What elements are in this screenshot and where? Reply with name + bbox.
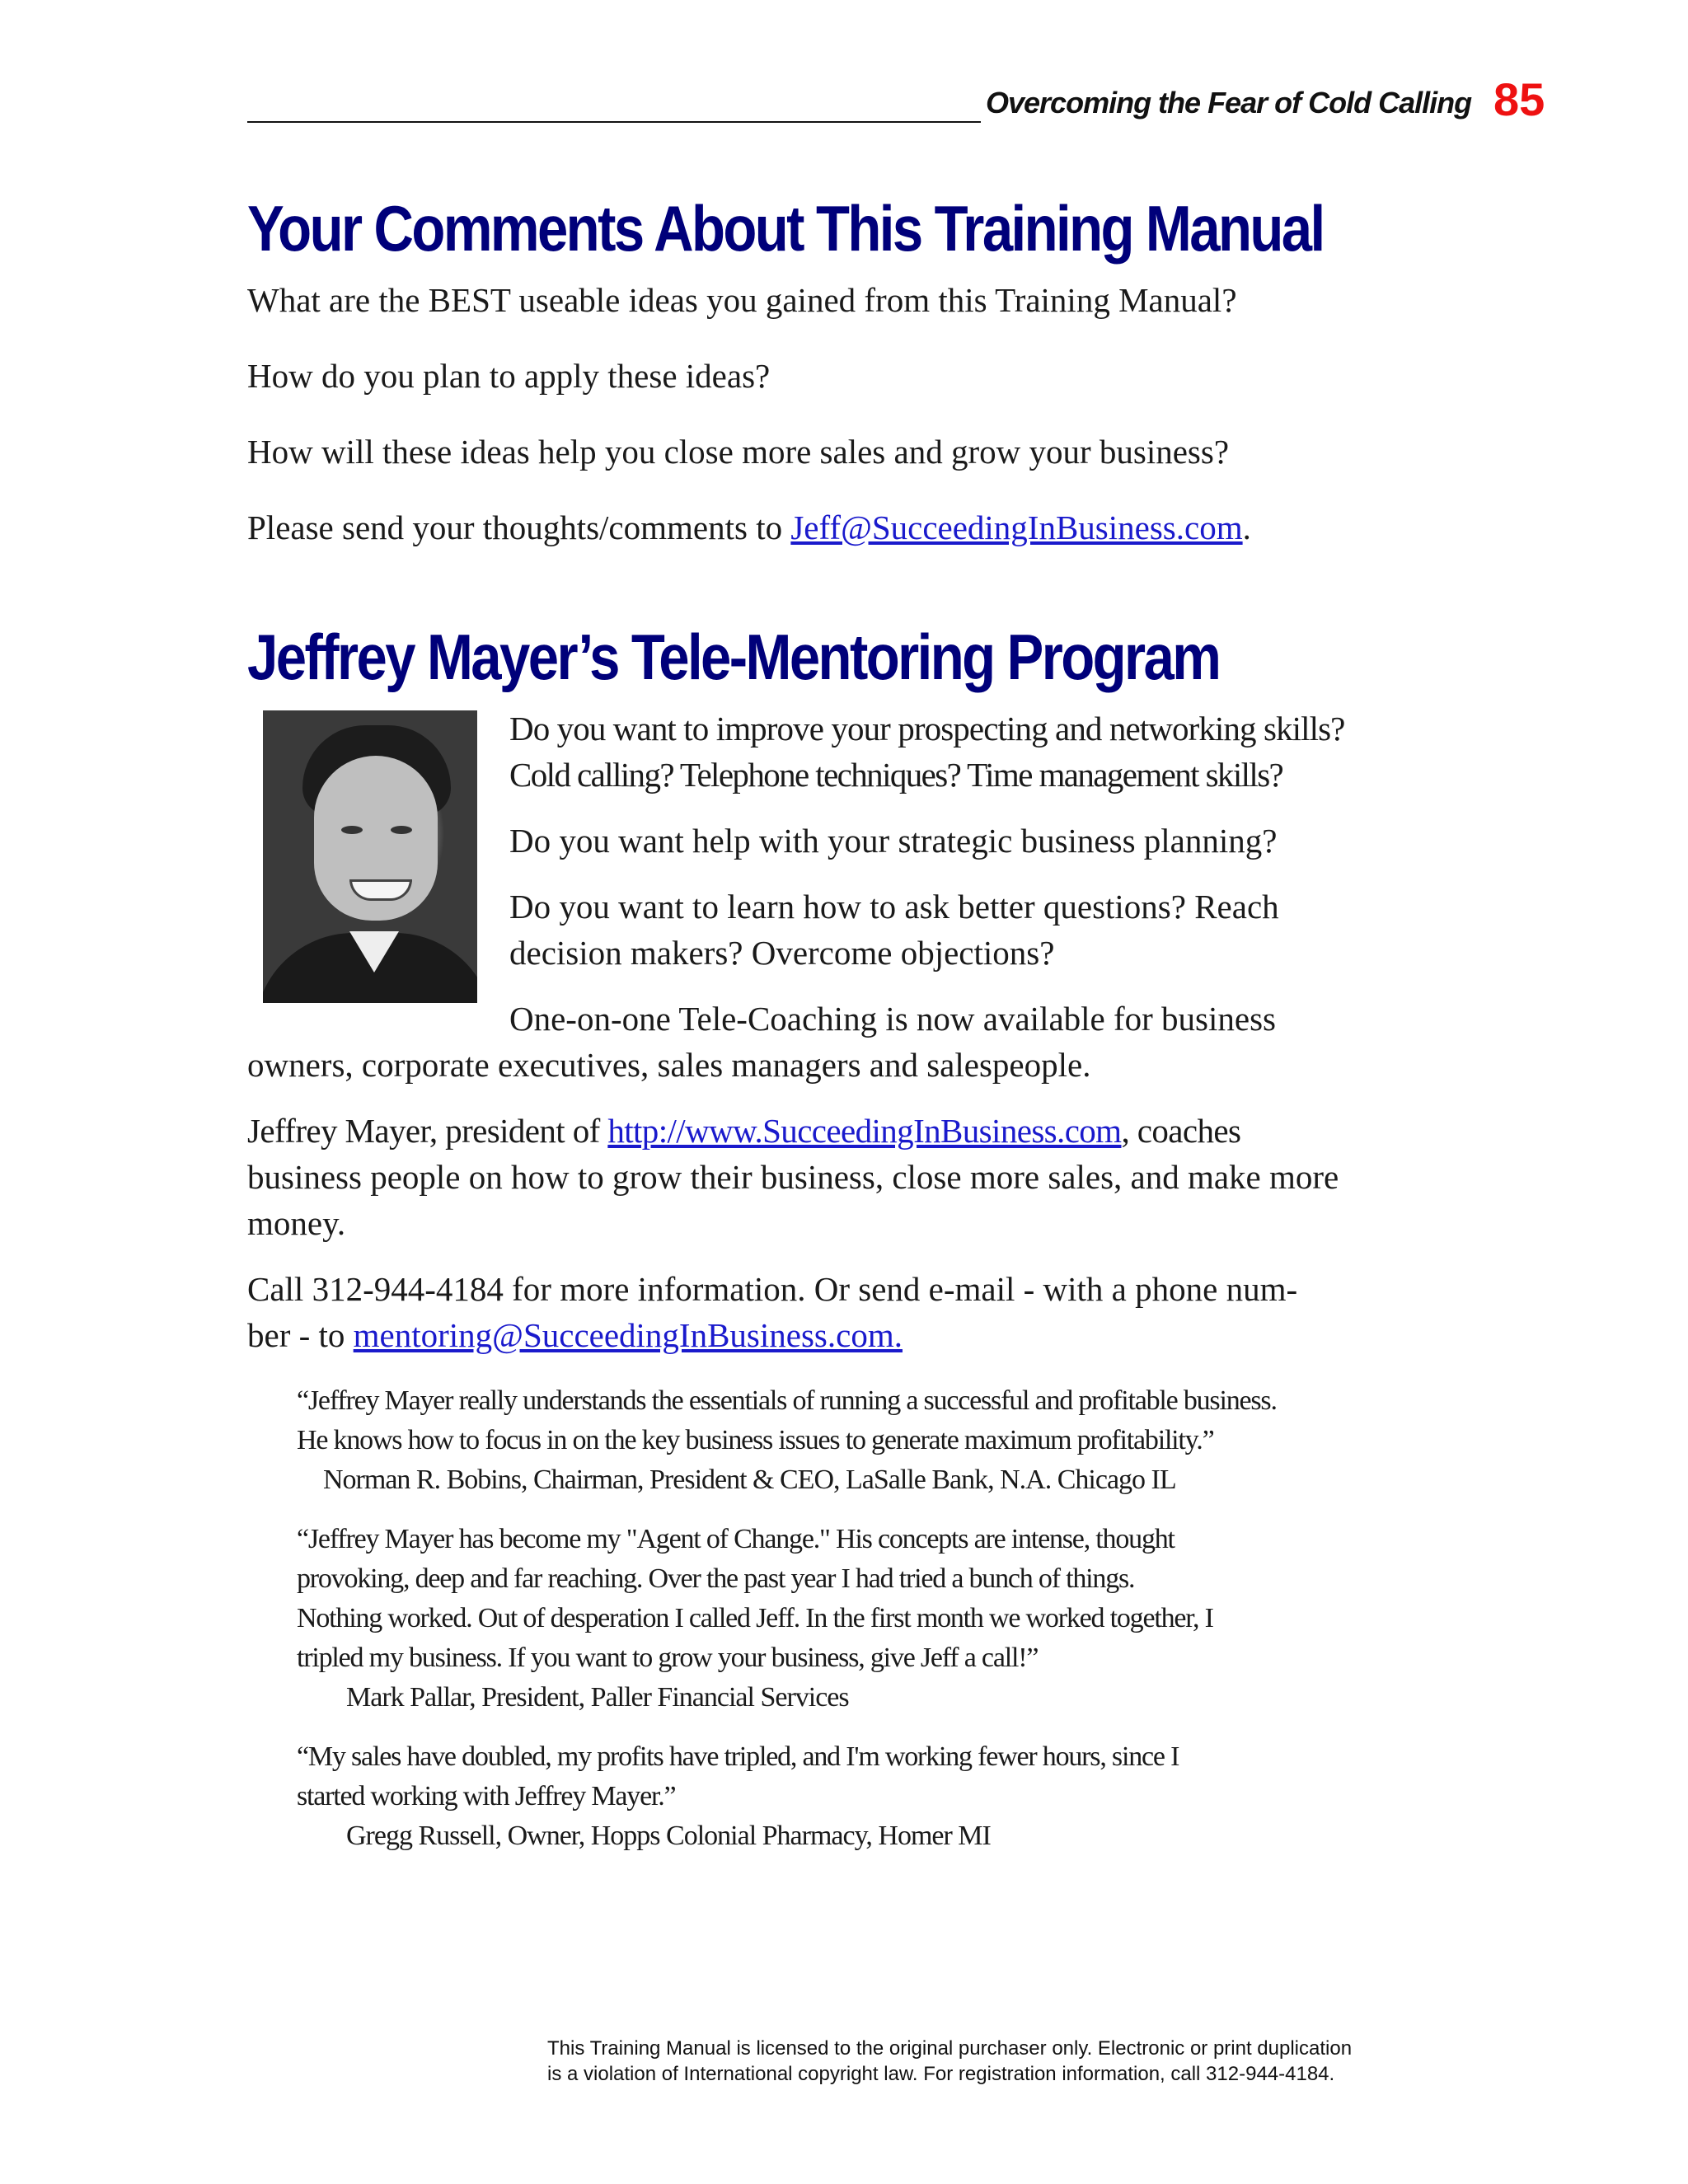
send-suffix: . bbox=[1242, 509, 1251, 546]
mentoring-p6-line1: Call 312-944-4184 for more information. Or send e-mail - with a phone num- bbox=[247, 1270, 1298, 1308]
comments-question-3: How will these ideas help you close more sales and grow your business? bbox=[247, 433, 1230, 471]
website-link[interactable]: http://www.SucceedingInBusiness.com bbox=[607, 1112, 1122, 1150]
testimonial-2-line-4: tripled my business. If you want to grow your business, give Jeff a call!” bbox=[297, 1643, 1039, 1673]
p5-suffix: , coaches bbox=[1121, 1112, 1241, 1150]
p6-prefix: ber - to bbox=[247, 1316, 354, 1354]
mentoring-p5-line3: money. bbox=[247, 1204, 346, 1242]
copyright-footer bbox=[547, 2036, 1439, 2087]
comments-question-2: How do you plan to apply these ideas? bbox=[247, 357, 771, 395]
mentoring-p1-line1: Do you want to improve your prospecting and networking skills? bbox=[509, 710, 1345, 748]
mentoring-p3-line1: Do you want to learn how to ask better questions? Reach bbox=[509, 888, 1279, 926]
testimonial-2-line-1: “Jeffrey Mayer has become my "Agent of Change." His concepts are intense, thought bbox=[297, 1524, 1175, 1554]
header-rule bbox=[247, 121, 981, 123]
testimonial-2-line-3: Nothing worked. Out of desperation I called Jeff. In the first month we worked together, I bbox=[297, 1603, 1213, 1633]
mentoring-p6-line2 bbox=[247, 1312, 903, 1359]
page-number: 85 bbox=[1493, 73, 1545, 125]
mentoring-heading: Jeffrey Mayer’s Tele-Mentoring Program bbox=[247, 621, 1220, 693]
author-photo bbox=[263, 710, 477, 1003]
mentoring-p5-line2: business people on how to grow their business, close more sales, and make more bbox=[247, 1158, 1339, 1196]
testimonial-1-line-2: He knows how to focus in on the key business issues to generate maximum profitability.” bbox=[297, 1425, 1214, 1455]
email-link[interactable]: Jeff@SucceedingInBusiness.com bbox=[790, 509, 1243, 546]
testimonial-2-line-2: provoking, deep and far reaching. Over the past year I had tried a bunch of things. bbox=[297, 1563, 1135, 1594]
mentoring-p4-line1: One-on-one Tele-Coaching is now available for business bbox=[509, 1000, 1277, 1038]
mentoring-p5-line1 bbox=[247, 1108, 1240, 1155]
mentoring-p3-line2: decision makers? Overcome objections? bbox=[509, 934, 1055, 972]
footer-line-1: This Training Manual is licensed to the original purchaser only. Electronic or print duplication bbox=[547, 2037, 1353, 2060]
send-prefix: Please send your thoughts/comments to bbox=[247, 509, 791, 546]
footer-line-2: is a violation of International copyright law. For registration information, call 312-944-4184. bbox=[547, 2063, 1335, 2085]
comments-question-1: What are the BEST useable ideas you gained from this Training Manual? bbox=[247, 281, 1237, 319]
testimonial-1-attribution: Norman R. Bobins, Chairman, President & CEO, LaSalle Bank, N.A. Chicago IL bbox=[323, 1465, 1176, 1495]
testimonial-2-attribution: Mark Pallar, President, Paller Financial Services bbox=[346, 1682, 849, 1713]
comments-heading: Your Comments About This Training Manual bbox=[247, 192, 1324, 265]
testimonial-3-line-2: started working with Jeffrey Mayer.” bbox=[297, 1781, 676, 1811]
testimonial-3-line-1: “My sales have doubled, my profits have tripled, and I'm working fewer hours, since I bbox=[297, 1741, 1179, 1772]
testimonial-1-line-1: “Jeffrey Mayer really understands the essentials of running a successful and profitable business. bbox=[297, 1385, 1277, 1416]
mentoring-p1-line2: Cold calling? Telephone techniques? Time management skills? bbox=[509, 756, 1283, 794]
running-title: Overcoming the Fear of Cold Calling bbox=[986, 86, 1472, 120]
mentoring-email-link[interactable]: mentoring@SucceedingInBusiness.com. bbox=[353, 1316, 903, 1354]
mentoring-p2: Do you want help with your strategic business planning? bbox=[509, 822, 1278, 860]
p5-prefix: Jeffrey Mayer, president of bbox=[247, 1112, 608, 1150]
testimonial-3-attribution: Gregg Russell, Owner, Hopps Colonial Pharmacy, Homer MI bbox=[346, 1821, 991, 1851]
mentoring-p4-line2: owners, corporate executives, sales managers and salespeople. bbox=[247, 1046, 1091, 1084]
comments-send-line bbox=[247, 504, 1251, 551]
